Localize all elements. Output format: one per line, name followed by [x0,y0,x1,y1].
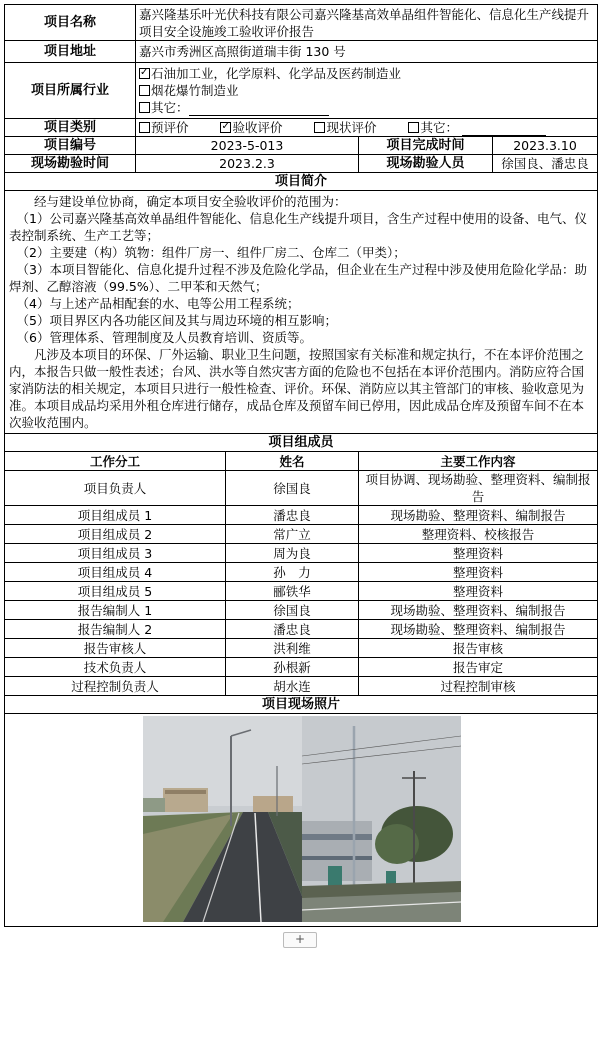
header-role: 工作分工 [5,452,226,471]
member-role: 项目组成员 1 [5,506,226,525]
member-name: 洪利维 [226,639,359,658]
table-row [5,677,598,696]
table-row [5,525,598,544]
checkbox-empty-icon [139,85,150,96]
member-role: 项目组成员 2 [5,525,226,544]
industry-option-2[interactable] [139,82,594,99]
intro-item-3: （3）本项目智能化、信息化提升过程不涉及危险化学品，但企业在生产过程中涉及使用危险化学品：助焊剂、乙醇溶液（99.5%）、二甲苯和天然气； [9,262,587,294]
member-name: 孙 力 [226,563,359,582]
member-name: 潘忠良 [226,506,359,525]
member-role: 报告审核人 [5,639,226,658]
type-option-label: 验收评价 [232,120,283,135]
member-name: 郦铁华 [226,582,359,601]
member-role: 报告编制人 2 [5,620,226,639]
member-duty: 现场勘验、整理资料、编制报告 [359,601,598,620]
type-option-pre[interactable] [139,120,189,135]
intro-body [5,191,598,434]
intro-item-6: （6）管理体系、管理制度及人员教育培训、资质等。 [16,330,312,345]
intro-closing: 凡涉及本项目的环保、厂外运输、职业卫生问题，按照国家有关标准和规定执行，不在本评价范围之内，本报告只做一般性表述；台风、洪水等自然灾害方面的危险也不包括在本评价范围内。消防应符合国家消防法的相关规定，本项目只进行一般性检查、评价。环保、消防应以其主管部门的审核、验收意见为准。本项目成品均采用外租仓库进行储存，成品仓库及预留车间已停用，因此成品仓库及预留车间不在本次验收范围内。 [9,347,585,430]
member-name: 徐国良 [226,471,359,506]
table-row [5,658,598,677]
survey-staff-value: 徐国良、潘忠良 [493,155,598,173]
intro-item-1: （1）公司嘉兴隆基高效单晶组件智能化、信息化生产线提升项目，含生产过程中使用的设备、电气、仪表控制系统、生产工艺等； [9,211,587,243]
members-table [5,452,598,696]
industry-option-label: 其它： [151,100,189,115]
report-page [4,4,597,927]
member-role: 项目组成员 5 [5,582,226,601]
survey-time-label: 现场勘验时间 [5,155,136,173]
survey-staff-label: 现场勘验人员 [359,155,493,173]
table-row [5,544,598,563]
blank-line [189,103,329,116]
survey-time-value: 2023.2.3 [136,155,359,173]
member-duty: 现场勘验、整理资料、编制报告 [359,506,598,525]
header-name: 姓名 [226,452,359,471]
checkbox-checked-icon [139,68,150,79]
member-duty: 报告审定 [359,658,598,677]
project-type-label: 项目类别 [5,119,136,137]
row-intro-title [5,173,598,191]
table-row [5,601,598,620]
table-row [5,506,598,525]
photos-cell [5,714,598,927]
member-role: 项目负责人 [5,471,226,506]
industry-options [136,63,598,119]
row-photos-title [5,696,598,714]
industry-option-3[interactable] [139,99,594,116]
table-row [5,471,598,506]
project-address-label: 项目地址 [5,41,136,63]
member-duty: 整理资料、校核报告 [359,525,598,544]
member-duty: 现场勘验、整理资料、编制报告 [359,620,598,639]
industry-option-label: 石油加工业，化学原料、化学品及医药制造业 [151,66,402,81]
type-option-other[interactable] [408,120,458,135]
intro-item-4: （4）与上述产品相配套的水、电等公用工程系统； [16,296,300,311]
row-project-number [5,137,598,155]
project-info-form [4,4,598,927]
industry-option-1[interactable] [139,65,594,82]
member-role: 技术负责人 [5,658,226,677]
checkbox-checked-icon [220,122,231,133]
member-role: 项目组成员 4 [5,563,226,582]
table-row [5,639,598,658]
member-duty: 过程控制审核 [359,677,598,696]
member-role: 项目组成员 3 [5,544,226,563]
row-project-name [5,5,598,41]
member-duty: 项目协调、现场勘验、整理资料、编制报告 [359,471,598,506]
site-photo-road [143,716,302,922]
intro-item-2: （2）主要建（构）筑物：组件厂房一、组件厂房二、仓库二（甲类）； [16,245,406,260]
member-role: 过程控制负责人 [5,677,226,696]
type-option-label: 其它： [420,120,458,135]
intro-item-5: （5）项目界区内各功能区间及其与周边环境的相互影响； [16,313,337,328]
members-header-row [5,452,598,471]
checkbox-empty-icon [139,102,150,113]
checkbox-empty-icon [139,122,150,133]
row-survey [5,155,598,173]
row-members-title [5,434,598,452]
project-number-value: 2023-5-013 [136,137,359,155]
member-name: 孙根新 [226,658,359,677]
row-project-type [5,119,598,137]
table-row [5,563,598,582]
member-name: 常广立 [226,525,359,544]
member-name: 徐国良 [226,601,359,620]
members-title: 项目组成员 [5,434,598,452]
complete-time-label: 项目完成时间 [359,137,493,155]
row-photos [5,714,598,927]
member-name: 周为良 [226,544,359,563]
member-duty: 报告审核 [359,639,598,658]
type-option-label: 预评价 [151,120,189,135]
member-name: 胡水连 [226,677,359,696]
member-role: 报告编制人 1 [5,601,226,620]
table-row [5,620,598,639]
site-photo-building [302,716,461,922]
checkbox-empty-icon [408,122,419,133]
row-intro-body [5,191,598,434]
type-option-label: 现状评价 [326,120,377,135]
project-number-label: 项目编号 [5,137,136,155]
checkbox-empty-icon [314,122,325,133]
type-option-status[interactable] [314,120,376,135]
member-duty: 整理资料 [359,582,598,601]
table-row [5,582,598,601]
intro-lead: 经与建设单位协商，确定本项目安全验收评价的范围为： [34,194,347,209]
project-address-value: 嘉兴市秀洲区高照街道瑞丰街 130 号 [136,41,598,63]
add-button[interactable]: + [283,932,317,948]
member-duty: 整理资料 [359,563,598,582]
project-industry-label: 项目所属行业 [5,63,136,119]
complete-time-value: 2023.3.10 [493,137,598,155]
row-project-address [5,41,598,63]
photo-gallery [143,716,461,922]
member-name: 潘忠良 [226,620,359,639]
intro-title: 项目简介 [5,173,598,191]
project-name-value: 嘉兴隆基乐叶光伏科技有限公司嘉兴隆基高效单晶组件智能化、信息化生产线提升项目安全设施竣工验收评价报告 [136,5,598,41]
member-duty: 整理资料 [359,544,598,563]
blank-line [462,123,546,136]
photos-title: 项目现场照片 [5,696,598,714]
project-name-label: 项目名称 [5,5,136,41]
type-options [136,119,598,137]
industry-option-label: 烟花爆竹制造业 [151,83,239,98]
header-duty: 主要工作内容 [359,452,598,471]
row-project-industry [5,63,598,119]
type-option-acceptance[interactable] [220,120,282,135]
